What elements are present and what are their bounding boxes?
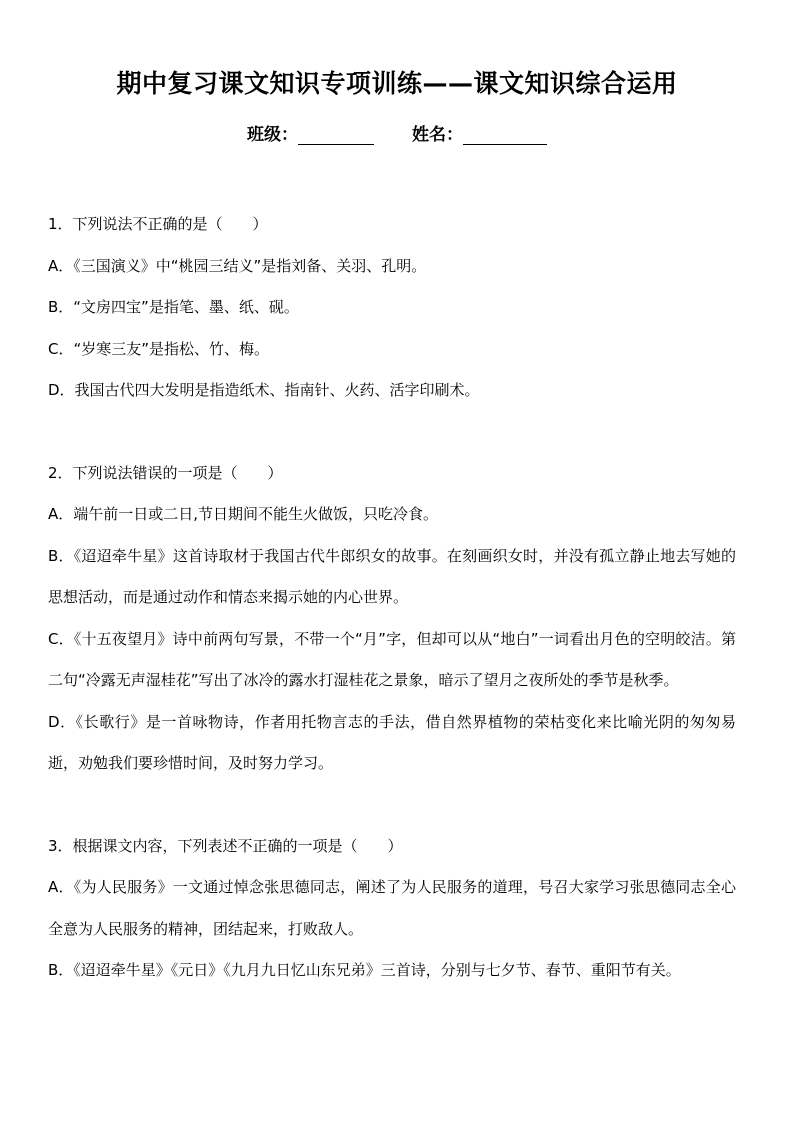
option-b: B．“文房四宝”是指笔、墨、纸、砚。 [48,298,299,316]
question-stem: 2．下列说法错误的一项是（ ） [48,463,283,482]
page-title: 期中复习课文知识专项训练——课文知识综合运用 [116,69,678,98]
class-blank [298,126,374,145]
option-c: C．“岁寒三友”是指松、竹、梅。 [48,339,270,358]
option-b: B．《迢迢牵牛星》《元日》《九月九日忆山东兄弟》三首诗，分别与七夕节、春节、重阳节有关。 [48,961,681,979]
class-field [247,120,374,145]
option-b: B．《迢迢牵牛星》这首诗取材于我国古代牛郎织女的故事。在刻画织女时，并没有孤立静止地去写她的思想活动，而是通过动作和情态来揭示她的内心世界。 [48,546,736,606]
option-c: C．《十五夜望月》诗中前两句写景，不带一个“月”字，但却可以从“地白”一词看出月色的空明皎洁。第二句“冷露无声湿桂花”写出了冰冷的露水打湿桂花之景象，暗示了望月之夜所处的季节是秋季。 [48,629,736,689]
question-list [48,204,736,992]
option-a: A．端午前一日或二日,节日期间不能生火做饭，只吃冷食。 [48,505,439,523]
name-label: 姓名： [411,125,463,145]
class-label: 班级： [247,125,299,145]
question-stem: 3．根据课文内容，下列表述不正确的一项是（ ） [48,836,403,855]
question-3 [48,826,736,992]
name-blank [463,126,547,145]
question-2 [48,453,736,785]
question-1 [48,204,736,412]
question-stem: 1．下列说法不正确的是（ ） [48,215,268,233]
option-a: A．《三国演义》中“桃园三结义”是指刘备、关羽、孔明。 [48,256,427,275]
student-info [0,120,794,145]
option-d: D．我国古代四大发明是指造纸术、指南针、火药、活字印刷术。 [48,381,480,399]
option-a: A．《为人民服务》一文通过悼念张思德同志，阐述了为人民服务的道理，号召大家学习张思德同志全心全意为人民服务的精神，团结起来，打败敌人。 [48,878,736,938]
name-field [412,120,547,145]
option-d: D．《长歌行》是一首咏物诗，作者用托物言志的手法，借自然界植物的荣枯变化来比喻光阴的匆匆易逝，劝勉我们要珍惜时间，及时努力学习。 [48,712,736,772]
